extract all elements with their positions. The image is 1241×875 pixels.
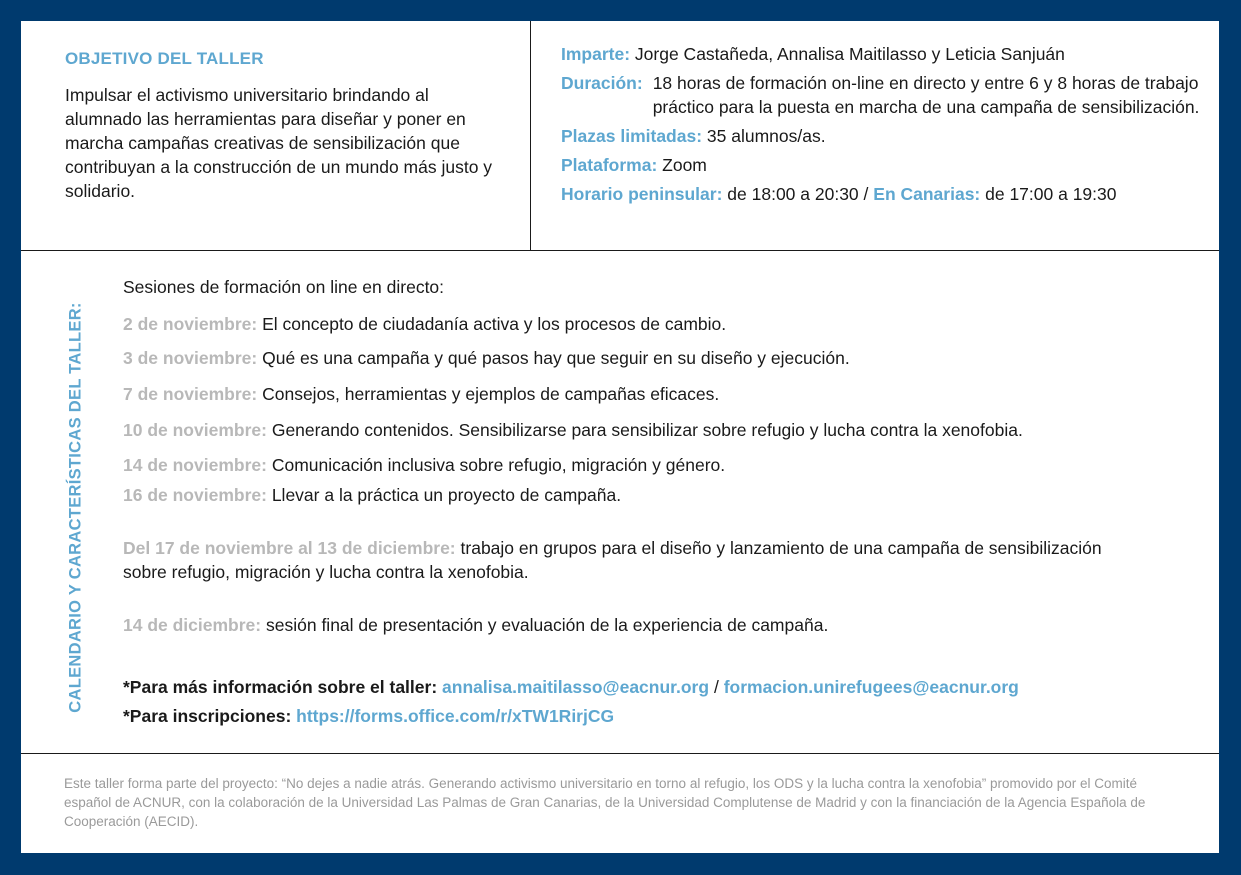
session-date: 14 de noviembre: xyxy=(123,455,267,475)
calendar-section xyxy=(21,251,1219,754)
email-separator: / xyxy=(713,677,719,697)
session-date: 2 de noviembre: xyxy=(123,314,258,334)
group-work-item xyxy=(123,536,1103,584)
horario-row xyxy=(561,182,1201,206)
final-session-date: 14 de diciembre: xyxy=(123,615,262,635)
imparte-label: Imparte: xyxy=(561,44,631,64)
horario-value: de 18:00 a 20:30 / xyxy=(727,184,869,204)
email-link-formacion[interactable]: formacion.unirefugees@eacnur.org xyxy=(723,677,1019,697)
registration-link[interactable]: https://forms.office.com/r/xTW1RirjCG xyxy=(296,706,615,726)
more-info-label: *Para más información sobre el taller: xyxy=(123,677,438,697)
session-text: Comunicación inclusiva sobre refugio, migración y género. xyxy=(271,455,726,475)
email-link-annalisa[interactable]: annalisa.maitilasso@eacnur.org xyxy=(442,677,710,697)
final-session-item xyxy=(123,613,828,637)
duracion-label: Duración: xyxy=(561,73,643,93)
session-text: Generando contenidos. Sensibilizarse para sensibilizar sobre refugio y lucha contra la xenofobia. xyxy=(271,420,1023,440)
session-text: Qué es una campaña y qué pasos hay que seguir en su diseño y ejecución. xyxy=(262,348,850,368)
footer-note: Este taller forma parte del proyecto: “No dejes a nadie atrás. Generando activismo universitario en torno al refugio, los ODS y la lucha contra la xenofobia” promovido por el Comité español de ACNUR, con la colaboración de la Universidad Las Palmas de Gran Canarias, de la Universidad Complutense de Madrid y con la financiación de la Agencia Española de Cooperación (AECID). xyxy=(64,776,1146,829)
plazas-row xyxy=(561,124,1201,148)
canarias-value: de 17:00 a 19:30 xyxy=(985,184,1117,204)
group-work-text: trabajo en grupos para el diseño y lanzamiento de una campaña de sensibilización sobre refugio, migración y lucha contra la xenofobia. xyxy=(123,538,1102,582)
plataforma-row xyxy=(561,153,1201,177)
session-item xyxy=(123,382,719,406)
plataforma-label: Plataforma: xyxy=(561,155,658,175)
session-text: Llevar a la práctica un proyecto de campaña. xyxy=(271,485,622,505)
session-item xyxy=(123,418,1023,442)
session-item xyxy=(123,483,621,507)
horario-label: Horario peninsular: xyxy=(561,184,723,204)
registration-label: *Para inscripciones: xyxy=(123,706,292,726)
session-text: Consejos, herramientas y ejemplos de campañas eficaces. xyxy=(262,384,720,404)
final-session-text: sesión final de presentación y evaluación de la experiencia de campaña. xyxy=(266,615,829,635)
canarias-label: En Canarias: xyxy=(873,184,981,204)
session-date: 10 de noviembre: xyxy=(123,420,267,440)
info-panel xyxy=(561,42,1201,211)
vertical-divider xyxy=(530,21,531,250)
objective-title: OBJETIVO DEL TALLER xyxy=(65,49,264,68)
group-work-date: Del 17 de noviembre al 13 de diciembre: xyxy=(123,538,456,558)
session-item xyxy=(123,453,725,477)
plataforma-value: Zoom xyxy=(662,155,707,175)
calendar-side-title: CALENDARIO Y CARACTERÍSTICAS DEL TALLER: xyxy=(66,301,85,713)
session-text: El concepto de ciudadanía activa y los procesos de cambio. xyxy=(262,314,727,334)
imparte-row xyxy=(561,42,1201,66)
plazas-label: Plazas limitadas: xyxy=(561,126,703,146)
session-item xyxy=(123,312,726,336)
session-item xyxy=(123,346,850,370)
more-info-row xyxy=(123,675,1019,699)
sessions-intro: Sesiones de formación on line en directo: xyxy=(123,277,445,297)
top-section xyxy=(21,21,1219,251)
session-date: 16 de noviembre: xyxy=(123,485,267,505)
plazas-value: 35 alumnos/as. xyxy=(706,126,826,146)
imparte-value: Jorge Castañeda, Annalisa Maitilasso y Leticia Sanjuán xyxy=(634,44,1065,64)
session-date: 3 de noviembre: xyxy=(123,348,258,368)
duracion-row xyxy=(561,71,1201,119)
duracion-value: 18 horas de formación on-line en directo y entre 6 y 8 horas de trabajo práctico para la puesta en marcha de una campaña de sensibilización. xyxy=(652,73,1200,117)
calendar-side-title-wrap xyxy=(61,287,91,727)
objective-text: Impulsar el activismo universitario brindando al alumnado las herramientas para diseñar y poner en marcha campañas creativas de sensibilización que contribuyan a la construcción de un mundo más justo y solidario. xyxy=(65,85,493,201)
session-date: 7 de noviembre: xyxy=(123,384,258,404)
registration-row xyxy=(123,704,614,728)
workshop-flyer xyxy=(21,21,1219,853)
objective-panel xyxy=(65,49,510,203)
